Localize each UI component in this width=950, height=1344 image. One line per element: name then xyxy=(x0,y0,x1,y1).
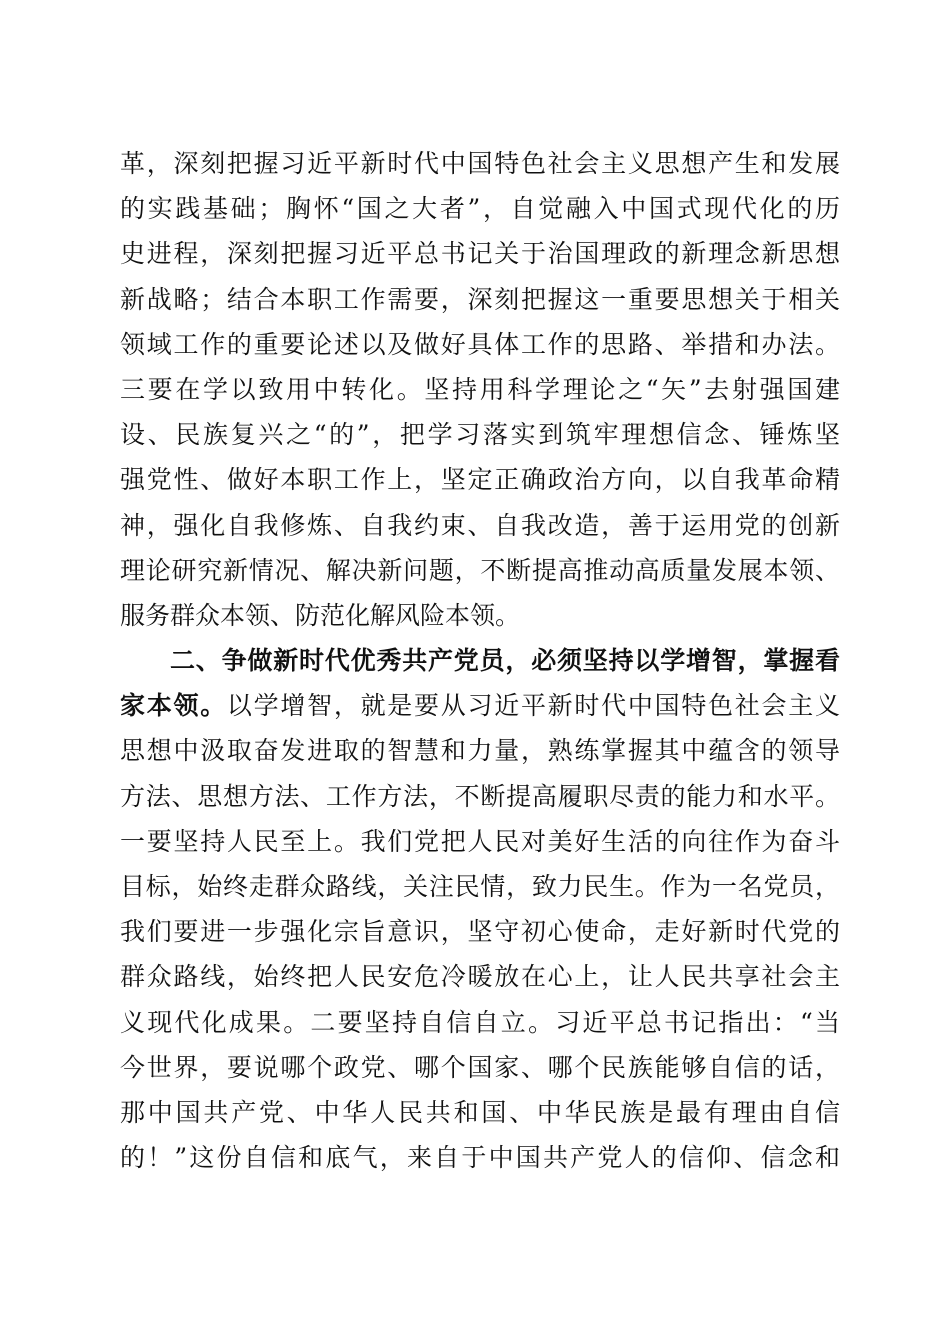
text-span: 以学增智，就是要从习近平新时代中国特色社会主义 xyxy=(226,691,840,721)
text-line: 一要坚持人民至上。我们党把人民对美好生活的向往作为奋斗 xyxy=(120,826,840,856)
text-line: 群众路线，始终把人民安危冷暖放在心上，让人民共享社会主 xyxy=(120,962,840,992)
text-line: 义现代化成果。二要坚持自信自立。习近平总书记指出：“当 xyxy=(120,1007,840,1037)
text-line: 理论研究新情况、解决新问题，不断提高推动高质量发展本领、 xyxy=(120,555,840,585)
text-line: 新战略；结合本职工作需要，深刻把握这一重要思想关于相关 xyxy=(120,284,840,314)
body-text xyxy=(120,141,840,1180)
text-line: 设、民族复兴之“的”，把学习落实到筑牢理想信念、锤炼坚 xyxy=(120,420,840,450)
text-line: 领域工作的重要论述以及做好具体工作的思路、举措和办法。 xyxy=(120,329,840,359)
text-line: 的！”这份自信和底气，来自于中国共产党人的信仰、信念和 xyxy=(120,1143,840,1173)
text-line: 神，强化自我修炼、自我约束、自我改造，善于运用党的创新 xyxy=(120,510,840,540)
text-line: 强党性、做好本职工作上，坚定正确政治方向，以自我革命精 xyxy=(120,465,840,495)
text-line: 方法、思想方法、工作方法，不断提高履职尽责的能力和水平。 xyxy=(120,781,840,811)
section-heading: 二、争做新时代优秀共产党员，必须坚持以学增智，掌握看 xyxy=(170,646,840,676)
text-line: 思想中汲取奋发进取的智慧和力量，熟练掌握其中蕴含的领导 xyxy=(120,736,840,766)
text-line: 的实践基础；胸怀“国之大者”，自觉融入中国式现代化的历 xyxy=(120,194,840,224)
text-line: 目标，始终走群众路线，关注民情，致力民生。作为一名党员， xyxy=(120,872,840,901)
text-line: 今世界，要说哪个政党、哪个国家、哪个民族能够自信的话， xyxy=(120,1052,840,1082)
text-line: 革，深刻把握习近平新时代中国特色社会主义思想产生和发展 xyxy=(120,149,840,178)
section-heading-end: 家本领。 xyxy=(120,691,227,721)
text-line: 史进程，深刻把握习近平总书记关于治国理政的新理念新思想 xyxy=(120,239,840,269)
text-line: 服务群众本领、防范化解风险本领。 xyxy=(120,600,521,630)
text-line: 那中国共产党、中华人民共和国、中华民族是最有理由自信 xyxy=(120,1097,840,1127)
text-line: 我们要进一步强化宗旨意识，坚守初心使命，走好新时代党的 xyxy=(120,917,840,947)
text-line-mixed xyxy=(120,683,840,728)
text-line: 三要在学以致用中转化。坚持用科学理论之“矢”去射强国建 xyxy=(120,374,840,404)
